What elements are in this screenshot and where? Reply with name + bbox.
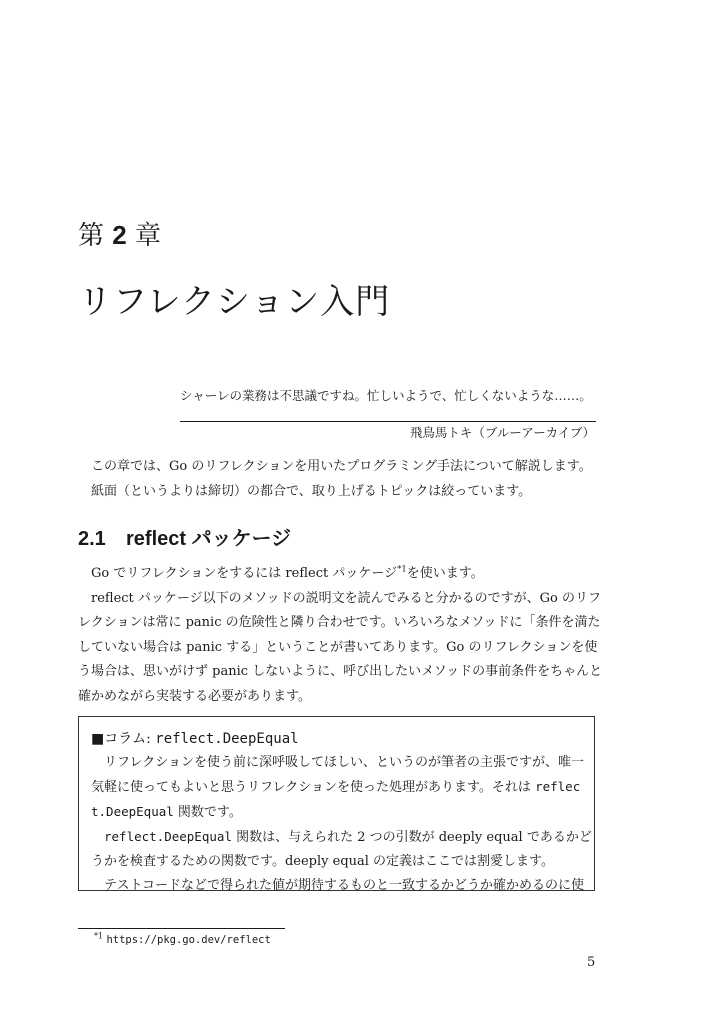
chapter-title: リフレクション入門 bbox=[78, 282, 391, 322]
epigraph-attribution: 飛鳥馬トキ（ブルーアーカイブ） bbox=[409, 425, 595, 440]
chapter-label bbox=[78, 215, 161, 256]
section-body bbox=[78, 562, 603, 709]
column-line: うかを検査するための関数です。deeply equal の定義はここでは割愛します。 bbox=[91, 854, 555, 869]
column-label: ■コラム: bbox=[91, 731, 156, 747]
column-box bbox=[78, 716, 595, 891]
column-line: t.DeepEqual 関数です。 bbox=[91, 804, 242, 820]
epigraph-quote: シャーレの業務は不思議ですね。忙しいようで、忙しくないような……。 bbox=[180, 388, 592, 403]
page-number: 5 bbox=[587, 955, 596, 970]
chapter-label-suffix: 章 bbox=[135, 221, 162, 251]
section-title: reflect パッケージ bbox=[126, 528, 292, 550]
column-line: 気軽に使ってもよいと思うリフレクションを使った処理があります。それは reflec bbox=[91, 779, 581, 795]
footnote-url[interactable]: https://pkg.go.dev/reflect bbox=[106, 934, 271, 946]
section-paragraph-2-line: していない場合は panic する」ということが書いてあります。Go のリフレクションを使 bbox=[78, 639, 598, 655]
footnote-mark: *1 bbox=[94, 931, 104, 941]
section-heading bbox=[78, 523, 291, 555]
column-line: リフレクションを使う前に深呼吸してほしい、というのが筆者の主張ですが、唯一 bbox=[104, 755, 584, 770]
column-line: テストコードなどで得られた値が期待するものと一致するかどうか確かめるのに使 bbox=[104, 878, 584, 891]
section-paragraph-2-line: 確かめながら実装する必要があります。 bbox=[78, 688, 311, 704]
section-paragraph-2-line: レクションは常に panic の危険性と隣り合わせです。いろいろなメソッドに「条件を満た bbox=[78, 615, 601, 630]
footnote-reference[interactable]: *1 bbox=[397, 564, 407, 575]
section-paragraph-1: Go でリフレクションをするには reflect パッケージ$^{*1}$を使います。 bbox=[91, 564, 484, 581]
intro-line: この章では、Go のリフレクションを用いたプログラミング手法について解説します。 bbox=[91, 459, 592, 474]
footnote bbox=[94, 931, 271, 949]
column-content bbox=[91, 727, 592, 891]
column-line: reflect.DeepEqual 関数は、与えられた 2 つの引数が deeply equal であるかど bbox=[104, 829, 592, 845]
chapter-label-prefix: 第 bbox=[78, 221, 105, 251]
section-paragraph-2-line: reflect パッケージ以下のメソッドの説明文を読んでみると分かるのですが、Go のリフ bbox=[91, 590, 601, 606]
epigraph-divider bbox=[180, 421, 596, 422]
chapter-number: 2 bbox=[112, 220, 127, 250]
intro-paragraph bbox=[78, 455, 597, 504]
column-code-title: reflect.DeepEqual bbox=[155, 731, 299, 747]
section-paragraph-2-line: う場合は、思いがけず panic しないように、呼び出したいメソッドの事前条件をちゃんと bbox=[78, 664, 603, 679]
section-number: 2.1 bbox=[78, 528, 106, 550]
column-heading bbox=[91, 727, 586, 751]
intro-line: 紙面（というよりは締切）の都合で、取り上げるトピックは絞っています。 bbox=[91, 483, 532, 499]
footnote-divider bbox=[78, 928, 285, 929]
